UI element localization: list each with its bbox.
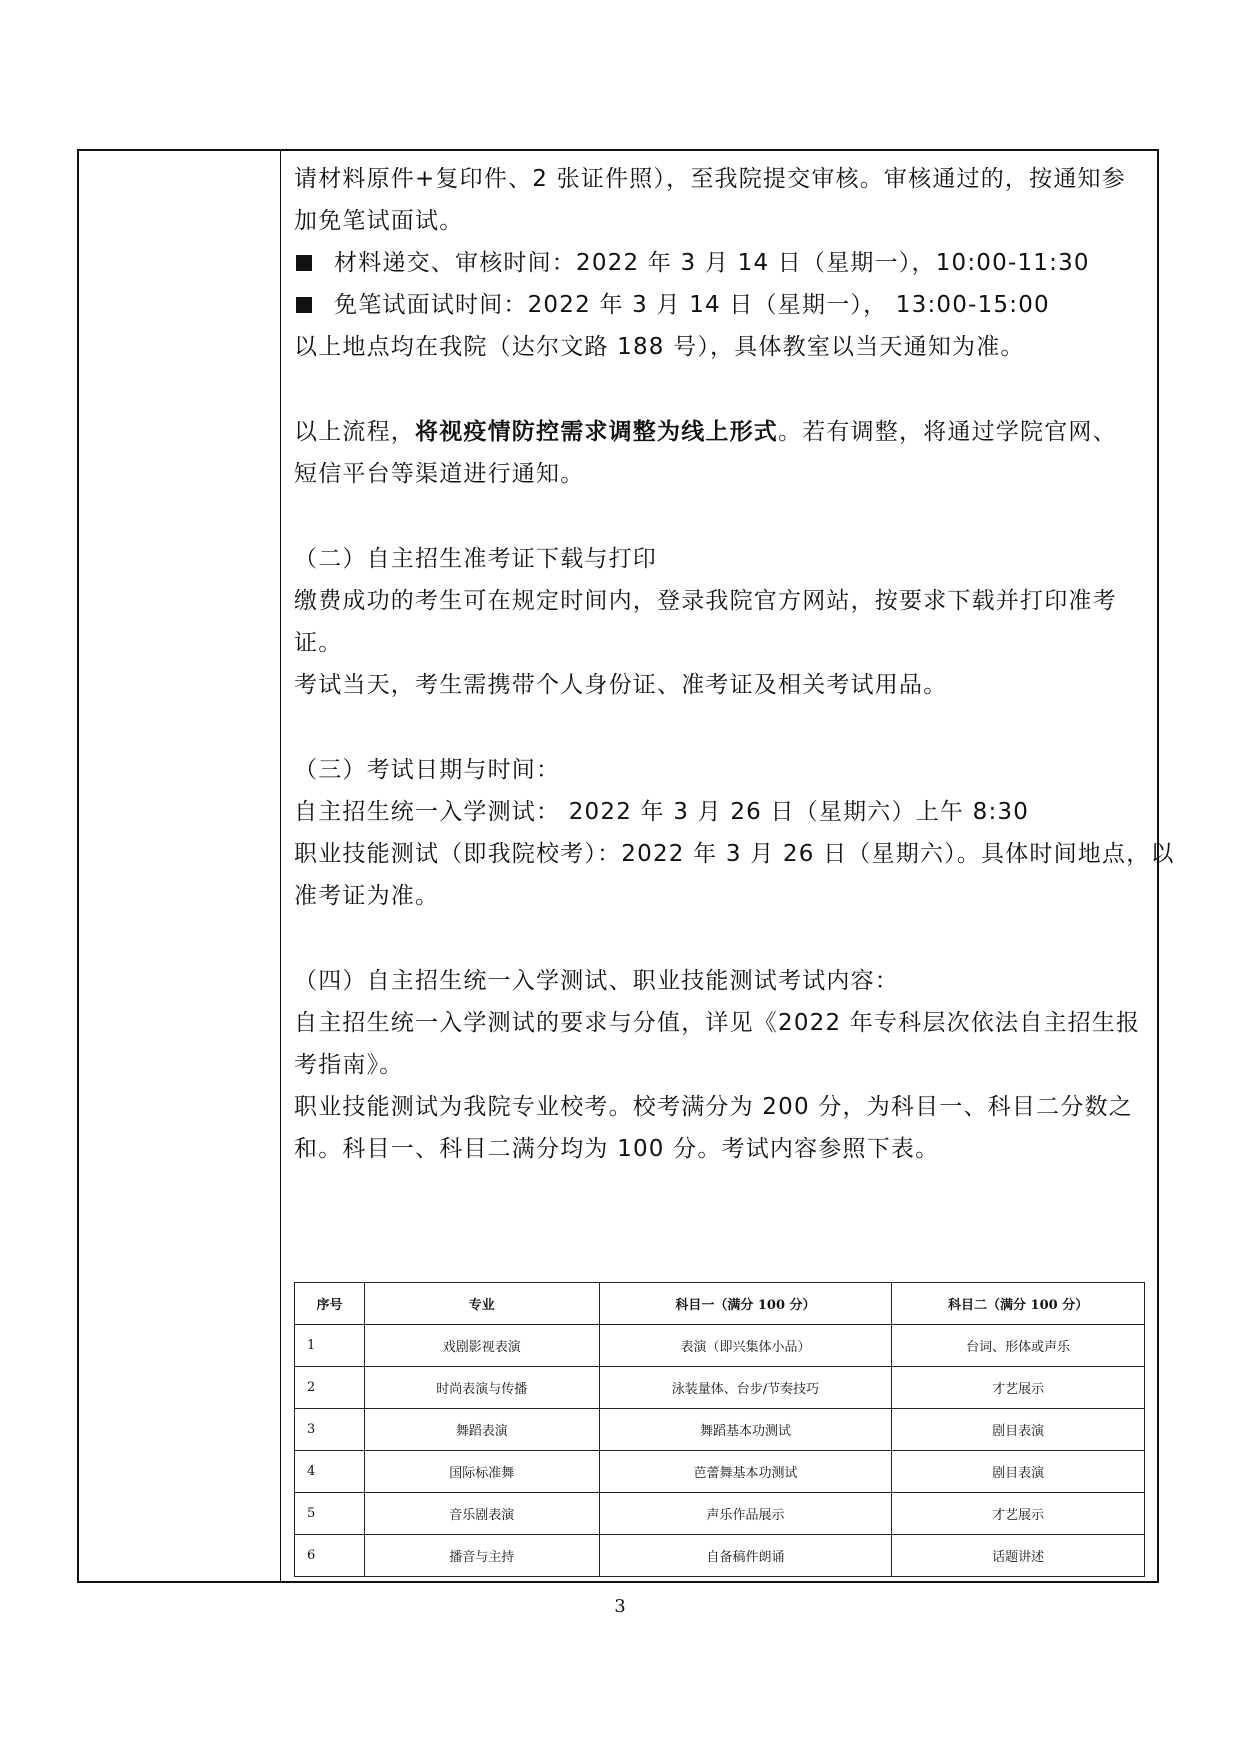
- paragraph-line: 缴费成功的考生可在规定时间内，登录我院官方网站，按要求下载并打印准考: [294, 588, 1117, 614]
- cell-seq: 3: [295, 1409, 365, 1451]
- header-seq: 序号: [295, 1283, 365, 1325]
- paragraph-line: 请材料原件+复印件、2 张证件照），至我院提交审核。审核通过的，按通知参: [294, 166, 1126, 192]
- column-divider: [280, 149, 281, 1583]
- cell-major: 国际标准舞: [364, 1451, 599, 1493]
- table-header-row: [295, 1283, 1145, 1325]
- table-row: [295, 1493, 1145, 1535]
- paragraph-line: 短信平台等渠道进行通知。: [294, 461, 585, 487]
- square-bullet-icon: [296, 297, 312, 313]
- cell-major: 音乐剧表演: [364, 1493, 599, 1535]
- content-cell: [294, 158, 1175, 1170]
- paragraph-line: 职业技能测试（即我院校考）：2022 年 3 月 26 日（星期六）。具体时间地点，以: [294, 841, 1175, 867]
- paragraph-line: 加免笔试面试。: [294, 208, 464, 234]
- text-span: 。若有调整，将通过学院官网、: [778, 419, 1117, 445]
- cell-subject1: 声乐作品展示: [599, 1493, 892, 1535]
- paragraph-line: 考试当天，考生需携带个人身份证、准考证及相关考试用品。: [294, 672, 948, 698]
- cell-major: 播音与主持: [364, 1535, 599, 1577]
- cell-subject2: 话题讲述: [892, 1535, 1145, 1577]
- cell-seq: 5: [295, 1493, 365, 1535]
- cell-seq: 1: [295, 1325, 365, 1367]
- cell-subject2: 才艺展示: [892, 1493, 1145, 1535]
- header-subject1: 科目一（满分 100 分）: [599, 1283, 892, 1325]
- table-row: [295, 1409, 1145, 1451]
- table-row: [295, 1451, 1145, 1493]
- paragraph-line: [294, 411, 1149, 453]
- paragraph-line: 以上地点均在我院（达尔文路 188 号），具体教室以当天通知为准。: [294, 334, 1025, 360]
- cell-subject2: 剧目表演: [892, 1451, 1145, 1493]
- cell-subject1: 芭蕾舞基本功测试: [599, 1451, 892, 1493]
- cell-seq: 2: [295, 1367, 365, 1409]
- paragraph-line: 准考证为准。: [294, 883, 440, 909]
- bullet-item: [294, 284, 1149, 326]
- section-title: （二）自主招生准考证下载与打印: [294, 546, 657, 572]
- header-subject2: 科目二（满分 100 分）: [892, 1283, 1145, 1325]
- exam-subject-table: [294, 1282, 1145, 1577]
- cell-subject2: 剧目表演: [892, 1409, 1145, 1451]
- table-row: [295, 1535, 1145, 1577]
- cell-subject2: 才艺展示: [892, 1367, 1145, 1409]
- page-number: 3: [614, 1596, 626, 1617]
- text-span: 以上流程，: [294, 419, 415, 445]
- bullet-text: 免笔试面试时间：2022 年 3 月 14 日（星期一）， 13:00-15:00: [334, 292, 1050, 318]
- paragraph-line: 自主招生统一入学测试的要求与分值，详见《2022 年专科层次依法自主招生报: [294, 1010, 1141, 1036]
- cell-major: 舞蹈表演: [364, 1409, 599, 1451]
- table-row: [295, 1367, 1145, 1409]
- cell-major: 戏剧影视表演: [364, 1325, 599, 1367]
- cell-major: 时尚表演与传播: [364, 1367, 599, 1409]
- bullet-item: [294, 242, 1149, 284]
- paragraph-line: 证。: [294, 630, 343, 656]
- section-title: （三）考试日期与时间：: [294, 757, 561, 783]
- paragraph-line: 职业技能测试为我院专业校考。校考满分为 200 分，为科目一、科目二分数之: [294, 1094, 1133, 1120]
- paragraph-line: 自主招生统一入学测试： 2022 年 3 月 26 日（星期六）上午 8:30: [294, 799, 1030, 825]
- cell-subject1: 表演（即兴集体小品）: [599, 1325, 892, 1367]
- cell-subject2: 台词、形体或声乐: [892, 1325, 1145, 1367]
- square-bullet-icon: [296, 255, 312, 271]
- bullet-text: 材料递交、审核时间：2022 年 3 月 14 日（星期一），10:00-11:30: [334, 250, 1090, 276]
- cell-subject1: 泳装量体、台步/节奏技巧: [599, 1367, 892, 1409]
- bold-notice: 将视疫情防控需求调整为线上形式: [415, 419, 778, 445]
- paragraph-line: 考指南》。: [294, 1052, 404, 1078]
- cell-seq: 4: [295, 1451, 365, 1493]
- table-row: [295, 1325, 1145, 1367]
- cell-subject1: 自备稿件朗诵: [599, 1535, 892, 1577]
- cell-seq: 6: [295, 1535, 365, 1577]
- header-major: 专业: [364, 1283, 599, 1325]
- paragraph-line: 和。科目一、科目二满分均为 100 分。考试内容参照下表。: [294, 1136, 940, 1162]
- cell-subject1: 舞蹈基本功测试: [599, 1409, 892, 1451]
- section-title: （四）自主招生统一入学测试、职业技能测试考试内容：: [294, 968, 899, 994]
